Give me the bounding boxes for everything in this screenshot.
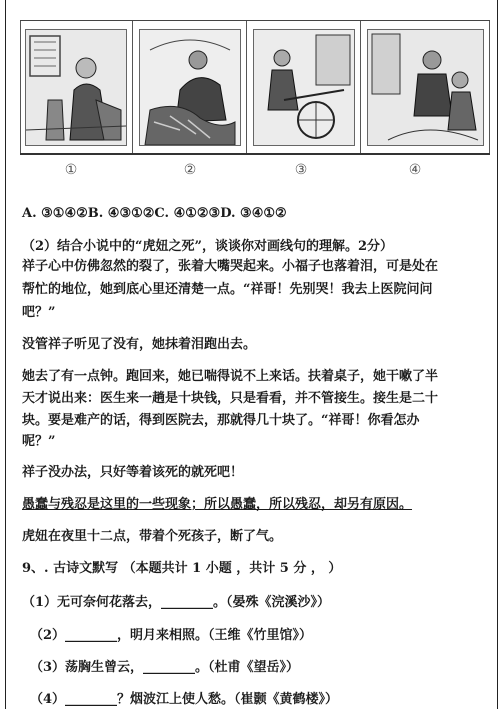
figure-label-1: ① [64,162,78,178]
strip-divider [20,21,21,153]
figure-labels [20,162,490,184]
story-line: 她去了有一点钟。跑回来，她已喘得说不上来话。扶着桌子，她干嗽了半 [22,369,439,384]
page-frame-right [497,0,498,709]
story-line: 祥子没办法，只好等着该死的就死吧！ [22,465,244,480]
question-9-title: 9、. 古诗文默写 （本题共计 1 小题 ，共计 5 分 ， ） [22,561,342,576]
story-line: 天才说出来：医生来一趟是十块钱，只是看看，并不管接生。接生是二十 [22,391,439,406]
story-line: 吧？” [22,305,56,320]
illustration-4 [367,29,484,146]
poem-item-1: （1）无可奈何花落去，________。（晏殊《浣溪沙》） [22,595,331,610]
page-frame-left [5,0,6,709]
story-line: 帮忙的地位，她到底心里还清楚一点。“祥哥！先别哭！我去上医院问问 [22,282,433,297]
poem-item-3: （3）荡胸生曾云，________。（杜甫《望岳》） [30,660,300,675]
illustration-strip [20,20,490,155]
poem-item-2: （2）________，明月来相照。（王维《竹里馆》） [30,628,313,643]
story-line: 虎妞在夜里十二点，带着个死孩子，断了气。 [22,529,283,544]
figure-label-2: ② [183,162,197,178]
story-line: 呢？” [22,434,56,449]
strip-divider [489,21,490,153]
strip-divider [246,21,247,153]
answer-options: A. ③①④②B. ④③①②C. ④①②③D. ③④①② [22,206,287,221]
poem-item-4: （4）________？烟波江上使人愁。（崔颢《黄鹤楼》） [30,692,339,707]
story-line: 没管祥子听见了没有，她抹着泪跑出去。 [22,337,257,352]
illustration-1 [25,29,127,146]
figure-label-4: ④ [408,162,422,178]
figure-label-3: ③ [294,162,308,178]
strip-divider [132,21,133,153]
story-line: 块。要是难产的话，得到医院去，那就得几十块了。“祥哥！你看怎办 [22,413,420,428]
underlined-sentence: 愚蠢与残忍是这里的一些现象；所以愚蠢，所以残忍，却另有原因。 [22,497,413,512]
question-2-prompt: （2）结合小说中的“虎妞之死”，谈谈你对画线句的理解。2分） [22,239,394,254]
illustration-2 [139,29,241,146]
illustration-3 [253,29,355,146]
strip-divider [360,21,361,153]
story-line: 祥子心中仿佛忽然的裂了，张着大嘴哭起来。小福子也落着泪，可是处在 [22,259,439,274]
